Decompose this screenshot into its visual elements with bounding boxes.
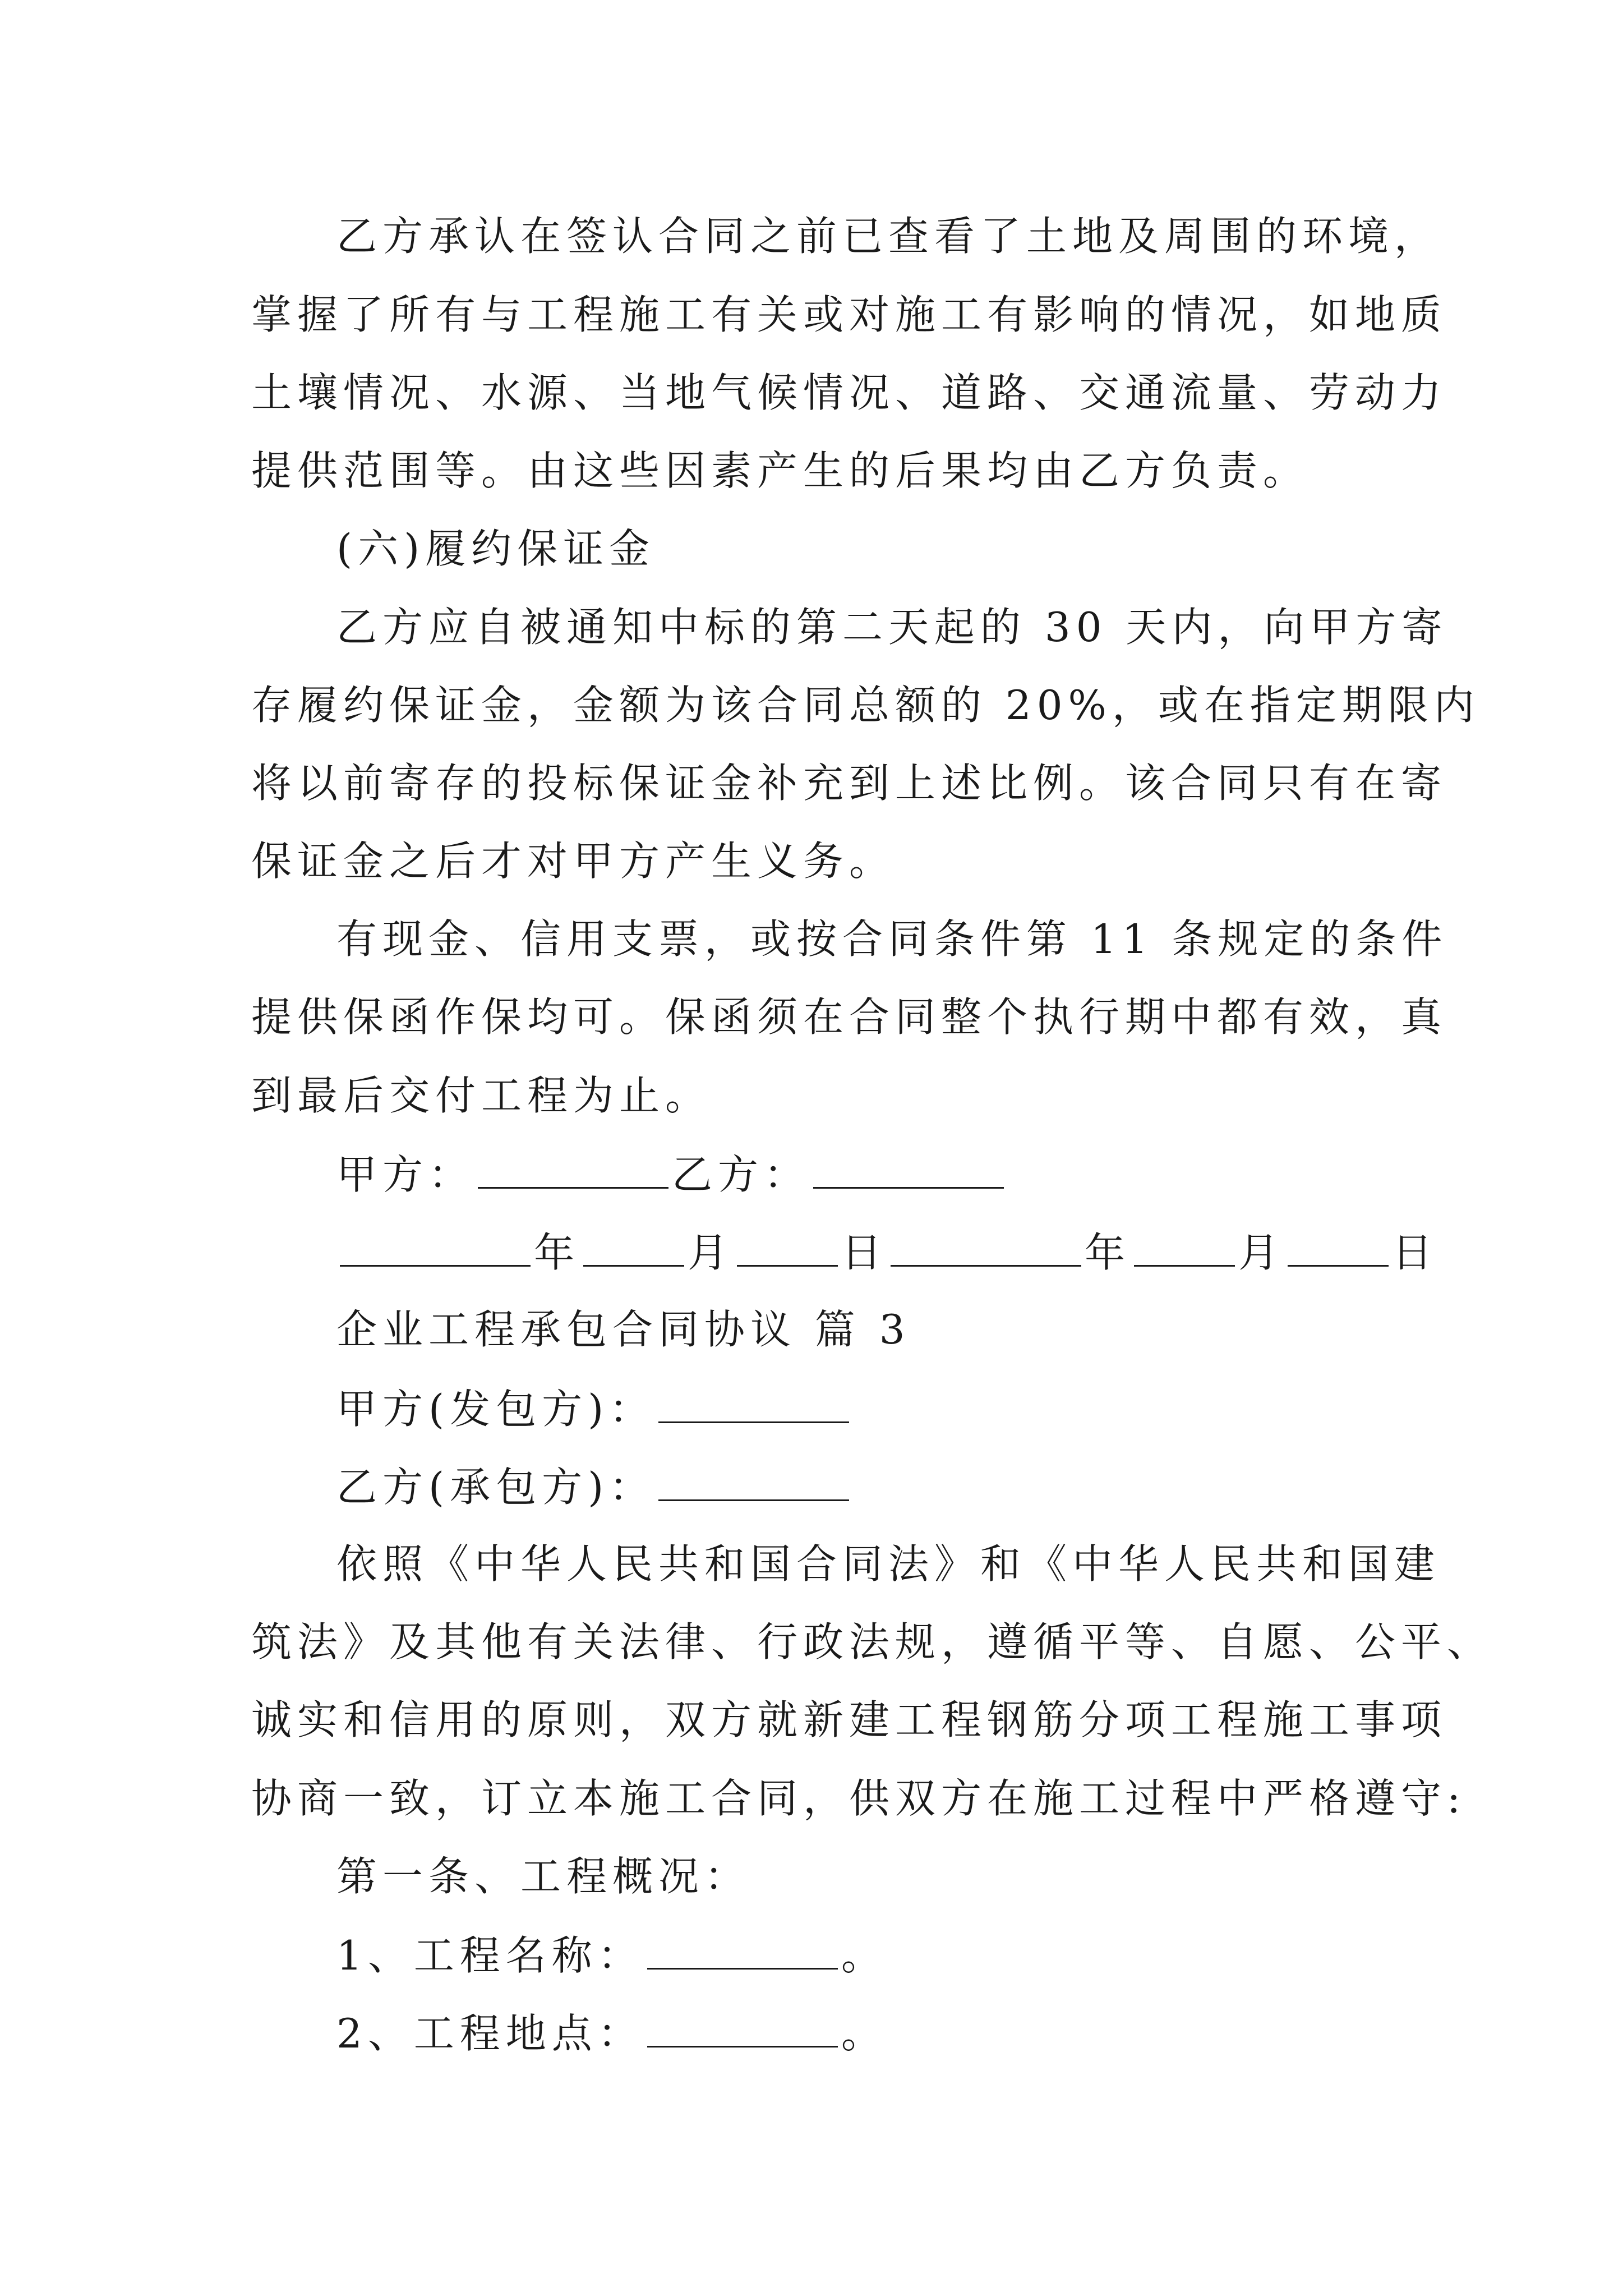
month-blank[interactable] xyxy=(1134,1231,1235,1267)
paragraph-line: 乙方承认在签认合同之前已查看了土地及周围的环境， xyxy=(336,213,1441,260)
article-heading: 第一条、工程概况： xyxy=(336,1853,751,1900)
day-blank[interactable] xyxy=(737,1231,838,1267)
day-blank[interactable] xyxy=(1288,1231,1389,1267)
item-line xyxy=(336,1932,887,1979)
party-a-label: 甲方(发包方)： xyxy=(336,1386,656,1433)
paragraph-line: 有现金、信用支票，或按合同条件第 11 条规定的条件 xyxy=(336,915,1448,963)
party-b-blank[interactable] xyxy=(813,1153,1004,1189)
item-label: 2、工程地点： xyxy=(336,2010,644,2057)
paragraph-line: 筑法》及其他有关法律、行政法规，遵循平等、自愿、公平、 xyxy=(251,1618,1493,1665)
party-a-line xyxy=(336,1386,852,1433)
day-label: 日 xyxy=(841,1229,888,1276)
party-a-blank[interactable] xyxy=(658,1388,849,1423)
party-a-blank[interactable] xyxy=(478,1153,668,1189)
month-blank[interactable] xyxy=(583,1231,684,1267)
contract-title: 企业工程承包合同协议 篇 3 xyxy=(336,1306,911,1353)
year-blank[interactable] xyxy=(891,1231,1081,1267)
month-label: 月 xyxy=(688,1229,734,1276)
day-label: 日 xyxy=(1392,1229,1438,1276)
paragraph-line: 提供保函作保均可。保函须在合同整个执行期中都有效，真 xyxy=(251,993,1447,1041)
item-label: 1、工程名称： xyxy=(336,1932,644,1979)
paragraph-line: 掌握了所有与工程施工有关或对施工有影响的情况，如地质 xyxy=(251,291,1447,338)
paragraph-line: 保证金之后才对甲方产生义务。 xyxy=(251,838,896,885)
period: 。 xyxy=(841,2010,887,2057)
party-b-blank[interactable] xyxy=(658,1466,849,1501)
party-a-label: 甲方： xyxy=(336,1151,475,1198)
paragraph-line: 到最后交付工程为止。 xyxy=(251,1072,712,1119)
paragraph-line: 依照《中华人民共和国合同法》和《中华人民共和国建 xyxy=(336,1540,1441,1588)
paragraph-line: 将以前寄存的投标保证金补充到上述比例。该合同只有在寄 xyxy=(251,760,1447,807)
year-label: 年 xyxy=(534,1229,580,1276)
paragraph-line: 存履约保证金，金额为该合同总额的 20%，或在指定期限内 xyxy=(251,682,1480,729)
item-line xyxy=(336,2010,887,2057)
paragraph-line: 土壤情况、水源、当地气候情况、道路、交通流量、劳动力 xyxy=(251,369,1447,416)
paragraph-line: 乙方应自被通知中标的第二天起的 30 天内，向甲方寄 xyxy=(336,604,1448,651)
party-b-label: 乙方(承包方)： xyxy=(336,1464,656,1511)
paragraph-line: 协商一致，订立本施工合同，供双方在施工过程中严格遵守: xyxy=(251,1775,1467,1822)
paragraph-line: 提供范围等。由这些因素产生的后果均由乙方负责。 xyxy=(251,447,1310,494)
section-heading: (六)履约保证金 xyxy=(336,525,656,572)
signature-date-line xyxy=(336,1229,1438,1276)
year-label: 年 xyxy=(1085,1229,1131,1276)
period: 。 xyxy=(841,1932,887,1979)
project-location-blank[interactable] xyxy=(647,2012,838,2047)
project-name-blank[interactable] xyxy=(647,1934,838,1970)
party-b-label: 乙方： xyxy=(672,1151,810,1198)
year-blank[interactable] xyxy=(340,1231,531,1267)
month-label: 月 xyxy=(1238,1229,1285,1276)
signature-parties-line xyxy=(336,1151,1007,1198)
party-b-line xyxy=(336,1464,852,1511)
paragraph-line: 诚实和信用的原则，双方就新建工程钢筋分项工程施工事项 xyxy=(251,1696,1447,1743)
